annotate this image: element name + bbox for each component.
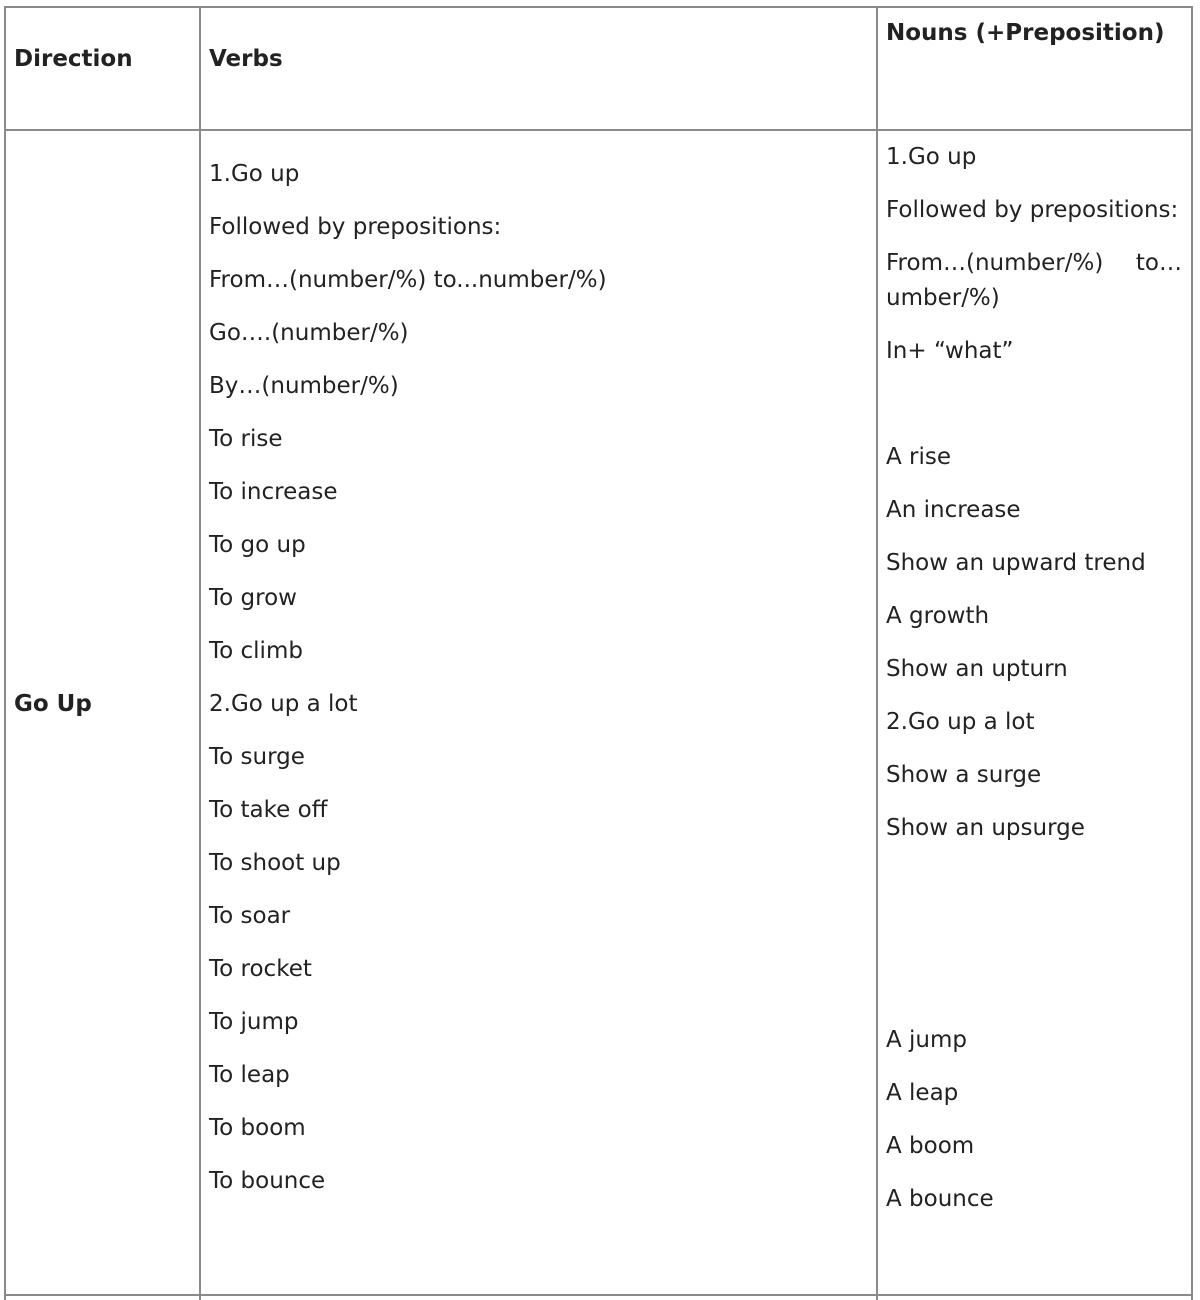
list-item: Show a surge bbox=[886, 762, 1042, 788]
list-item: Followed by prepositions: bbox=[886, 197, 1179, 223]
table-border-right bbox=[1191, 6, 1193, 1300]
list-item bbox=[886, 249, 1182, 277]
list-item: To shoot up bbox=[209, 850, 341, 876]
list-item: To take off bbox=[209, 797, 328, 823]
column-divider-2 bbox=[876, 6, 878, 1300]
noun-from-range: From…(number/%) bbox=[886, 250, 1104, 276]
list-item: Show an upsurge bbox=[886, 815, 1085, 841]
list-item: To surge bbox=[209, 744, 305, 770]
list-item: umber/%) bbox=[886, 285, 1000, 311]
nouns-list bbox=[886, 0, 1182, 1300]
header-direction: Direction bbox=[14, 46, 133, 72]
list-item: 1.Go up bbox=[209, 161, 300, 187]
list-item: In+ “what” bbox=[886, 338, 1014, 364]
header-nouns: Nouns (+Preposition) bbox=[886, 20, 1165, 46]
list-item: 2.Go up a lot bbox=[886, 709, 1035, 735]
table-border-left bbox=[4, 6, 6, 1300]
list-item: An increase bbox=[886, 497, 1021, 523]
list-item: To bounce bbox=[209, 1168, 326, 1194]
list-item: To grow bbox=[209, 585, 297, 611]
direction-go-up: Go Up bbox=[14, 691, 92, 717]
verbs-list bbox=[209, 0, 869, 1300]
list-item: Show an upturn bbox=[886, 656, 1068, 682]
list-item: To rocket bbox=[209, 956, 312, 982]
list-item: Show an upward trend bbox=[886, 550, 1146, 576]
list-item: To jump bbox=[209, 1009, 299, 1035]
list-item: Go….(number/%) bbox=[209, 320, 409, 346]
list-item: A rise bbox=[886, 444, 952, 470]
list-item: Followed by prepositions: bbox=[209, 214, 502, 240]
list-item: From…(number/%) to...number/%) bbox=[209, 267, 607, 293]
list-item: To climb bbox=[209, 638, 303, 664]
list-item: A jump bbox=[886, 1027, 968, 1053]
list-item: To go up bbox=[209, 532, 306, 558]
list-item: 2.Go up a lot bbox=[209, 691, 358, 717]
list-item: A bounce bbox=[886, 1186, 994, 1212]
list-item: A boom bbox=[886, 1133, 975, 1159]
list-item: 1.Go up bbox=[886, 144, 977, 170]
list-item: To rise bbox=[209, 426, 283, 452]
list-item: A leap bbox=[886, 1080, 959, 1106]
list-item: To soar bbox=[209, 903, 291, 929]
header-verbs: Verbs bbox=[209, 46, 283, 72]
noun-to-range: to… bbox=[1135, 250, 1182, 276]
list-item: By…(number/%) bbox=[209, 373, 399, 399]
list-item: A growth bbox=[886, 603, 990, 629]
column-divider-1 bbox=[199, 6, 201, 1300]
list-item: To leap bbox=[209, 1062, 290, 1088]
list-item: To boom bbox=[209, 1115, 306, 1141]
list-item: To increase bbox=[209, 479, 338, 505]
